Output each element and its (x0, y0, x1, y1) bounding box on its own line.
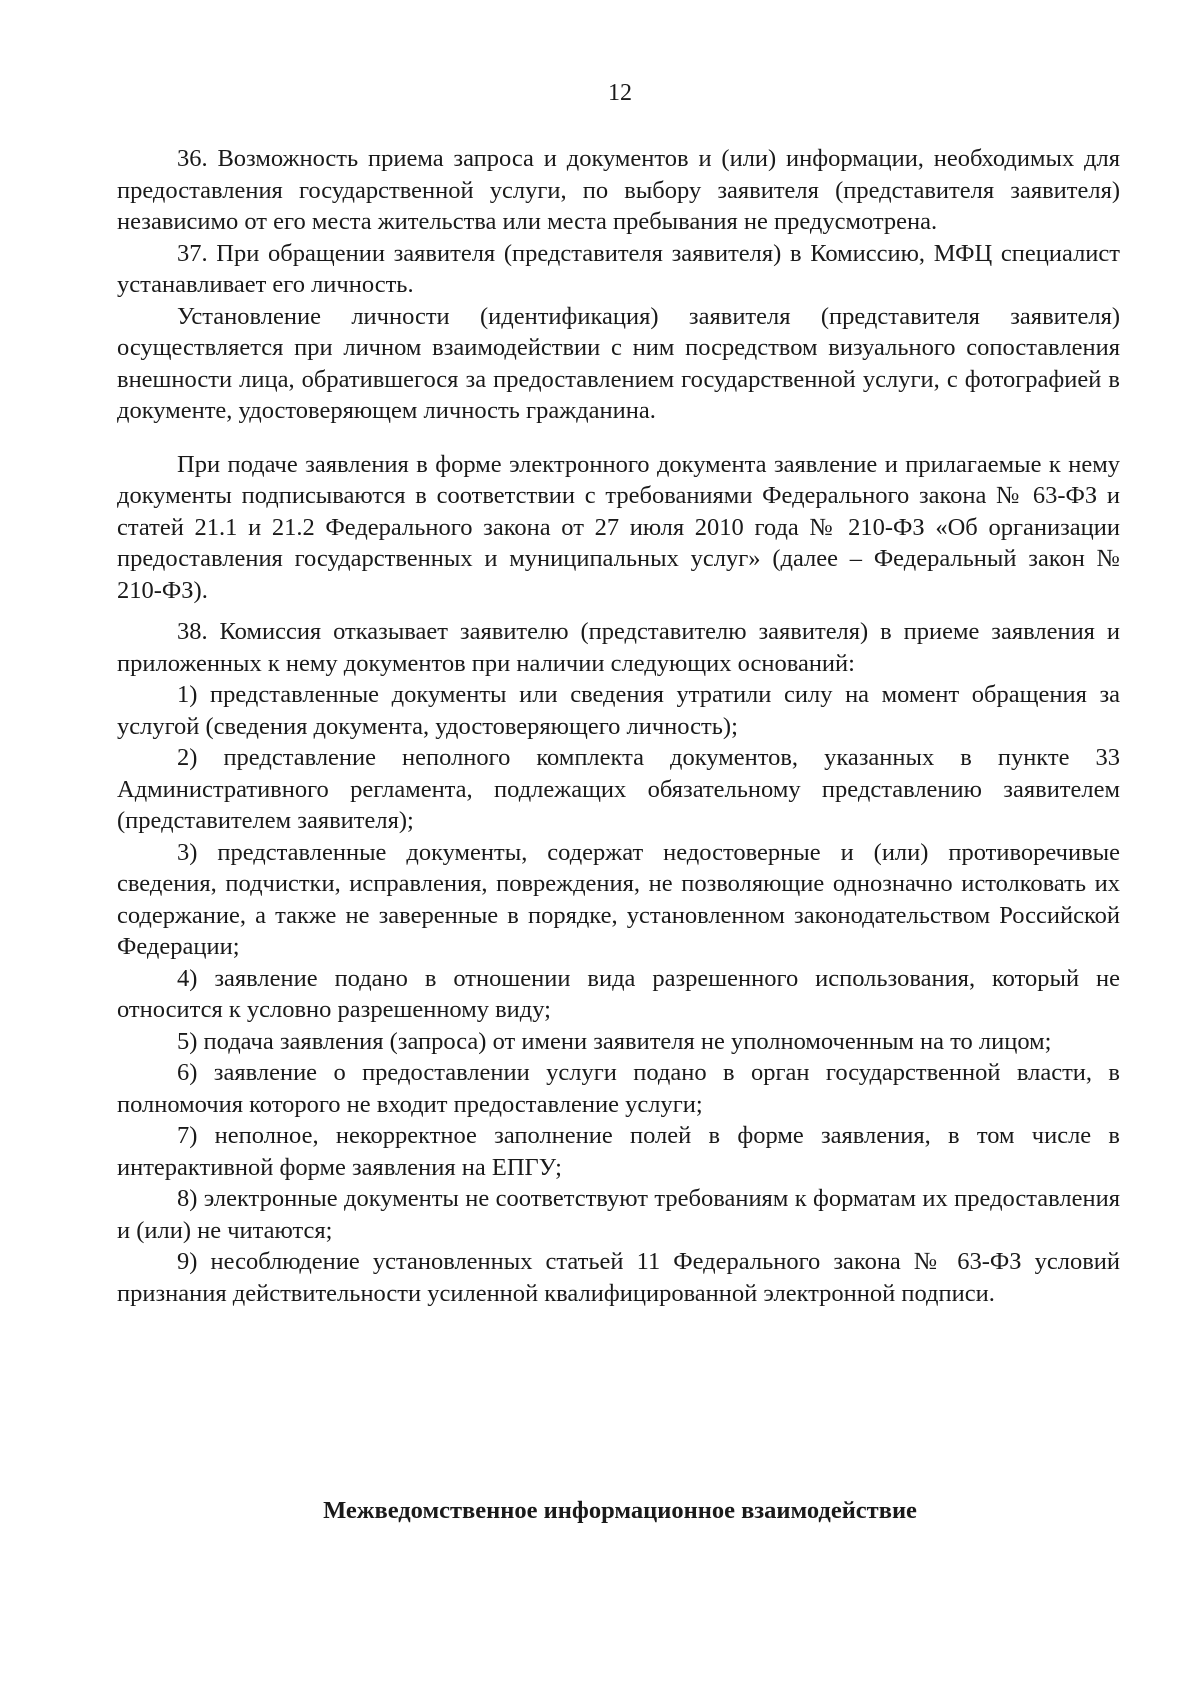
list-item-1: 1) представленные документы или сведения утратили силу на момент обращения за услугой (сведения документа, удостоверяющего личность); (117, 681, 1120, 740)
list-item-5: 5) подача заявления (запроса) от имени заявителя не уполномоченным на то лицом; (177, 1027, 1052, 1055)
list-item-7: 7) неполное, некорректное заполнение полей в форме заявления, в том числе в интерактивной форме заявления на ЕПГУ; (117, 1122, 1120, 1181)
list-item-2: 2) представление неполного комплекта документов, указанных в пункте 33 Административного регламента, подлежащих обязательному представлению заявителем (представителем заявителя); (117, 744, 1120, 834)
paragraph-38: 38. Комиссия отказывает заявителю (представителю заявителя) в приеме заявления и приложенных к нему документов при наличии следующих оснований: (117, 618, 1120, 677)
list-item-9: 9) несоблюдение установленных статьей 11 Федерального закона № 63-ФЗ условий признания действительности усиленной квалифицированной электронной подписи. (117, 1248, 1120, 1307)
page-number: 12 (608, 80, 632, 106)
paragraph-electronic-submission: При подаче заявления в форме электронного документа заявление и прилагаемые к нему документы подписываются в соответствии с требованиями Федерального закона № 63-ФЗ и статей 21.1 и 21.2 Федерального закона от 27 июля 2010 года № 210-ФЗ «Об организации предоставления государственных и муниципальных услуг» (далее – Федеральный закон № 210-ФЗ). (117, 450, 1120, 604)
paragraph-37: 37. При обращении заявителя (представителя заявителя) в Комиссию, МФЦ специалист устанавливает его личность. (117, 239, 1120, 298)
paragraph-36: 36. Возможность приема запроса и документов и (или) информации, необходимых для предоставления государственной услуги, по выбору заявителя (представителя заявителя) независимо от его места жительства или места пребывания не предусмотрена. (117, 145, 1120, 235)
list-item-4: 4) заявление подано в отношении вида разрешенного использования, который не относится к условно разрешенному виду; (117, 964, 1120, 1023)
section-heading: Межведомственное информационное взаимодействие (323, 1497, 917, 1524)
paragraph-identification: Установление личности (идентификация) заявителя (представителя заявителя) осуществляется при личном взаимодействии с ним посредством визуального сопоставления внешности лица, обратившегося за предоставлением государственной услуги, с фотографией в документе, удостоверяющем личность гражданина. (117, 302, 1120, 424)
list-item-8: 8) электронные документы не соответствуют требованиям к форматам их предоставления и (или) не читаются; (117, 1185, 1120, 1244)
list-item-3: 3) представленные документы, содержат недостоверные и (или) противоречивые сведения, подчистки, исправления, повреждения, не позволяющие однозначно истолковать их содержание, а также не заверенные в порядке, установленном законодательством Российской Федерации; (117, 838, 1120, 960)
list-item-6: 6) заявление о предоставлении услуги подано в орган государственной власти, в полномочия которого не входит предоставление услуги; (117, 1059, 1120, 1118)
document-body (117, 143, 1120, 1309)
